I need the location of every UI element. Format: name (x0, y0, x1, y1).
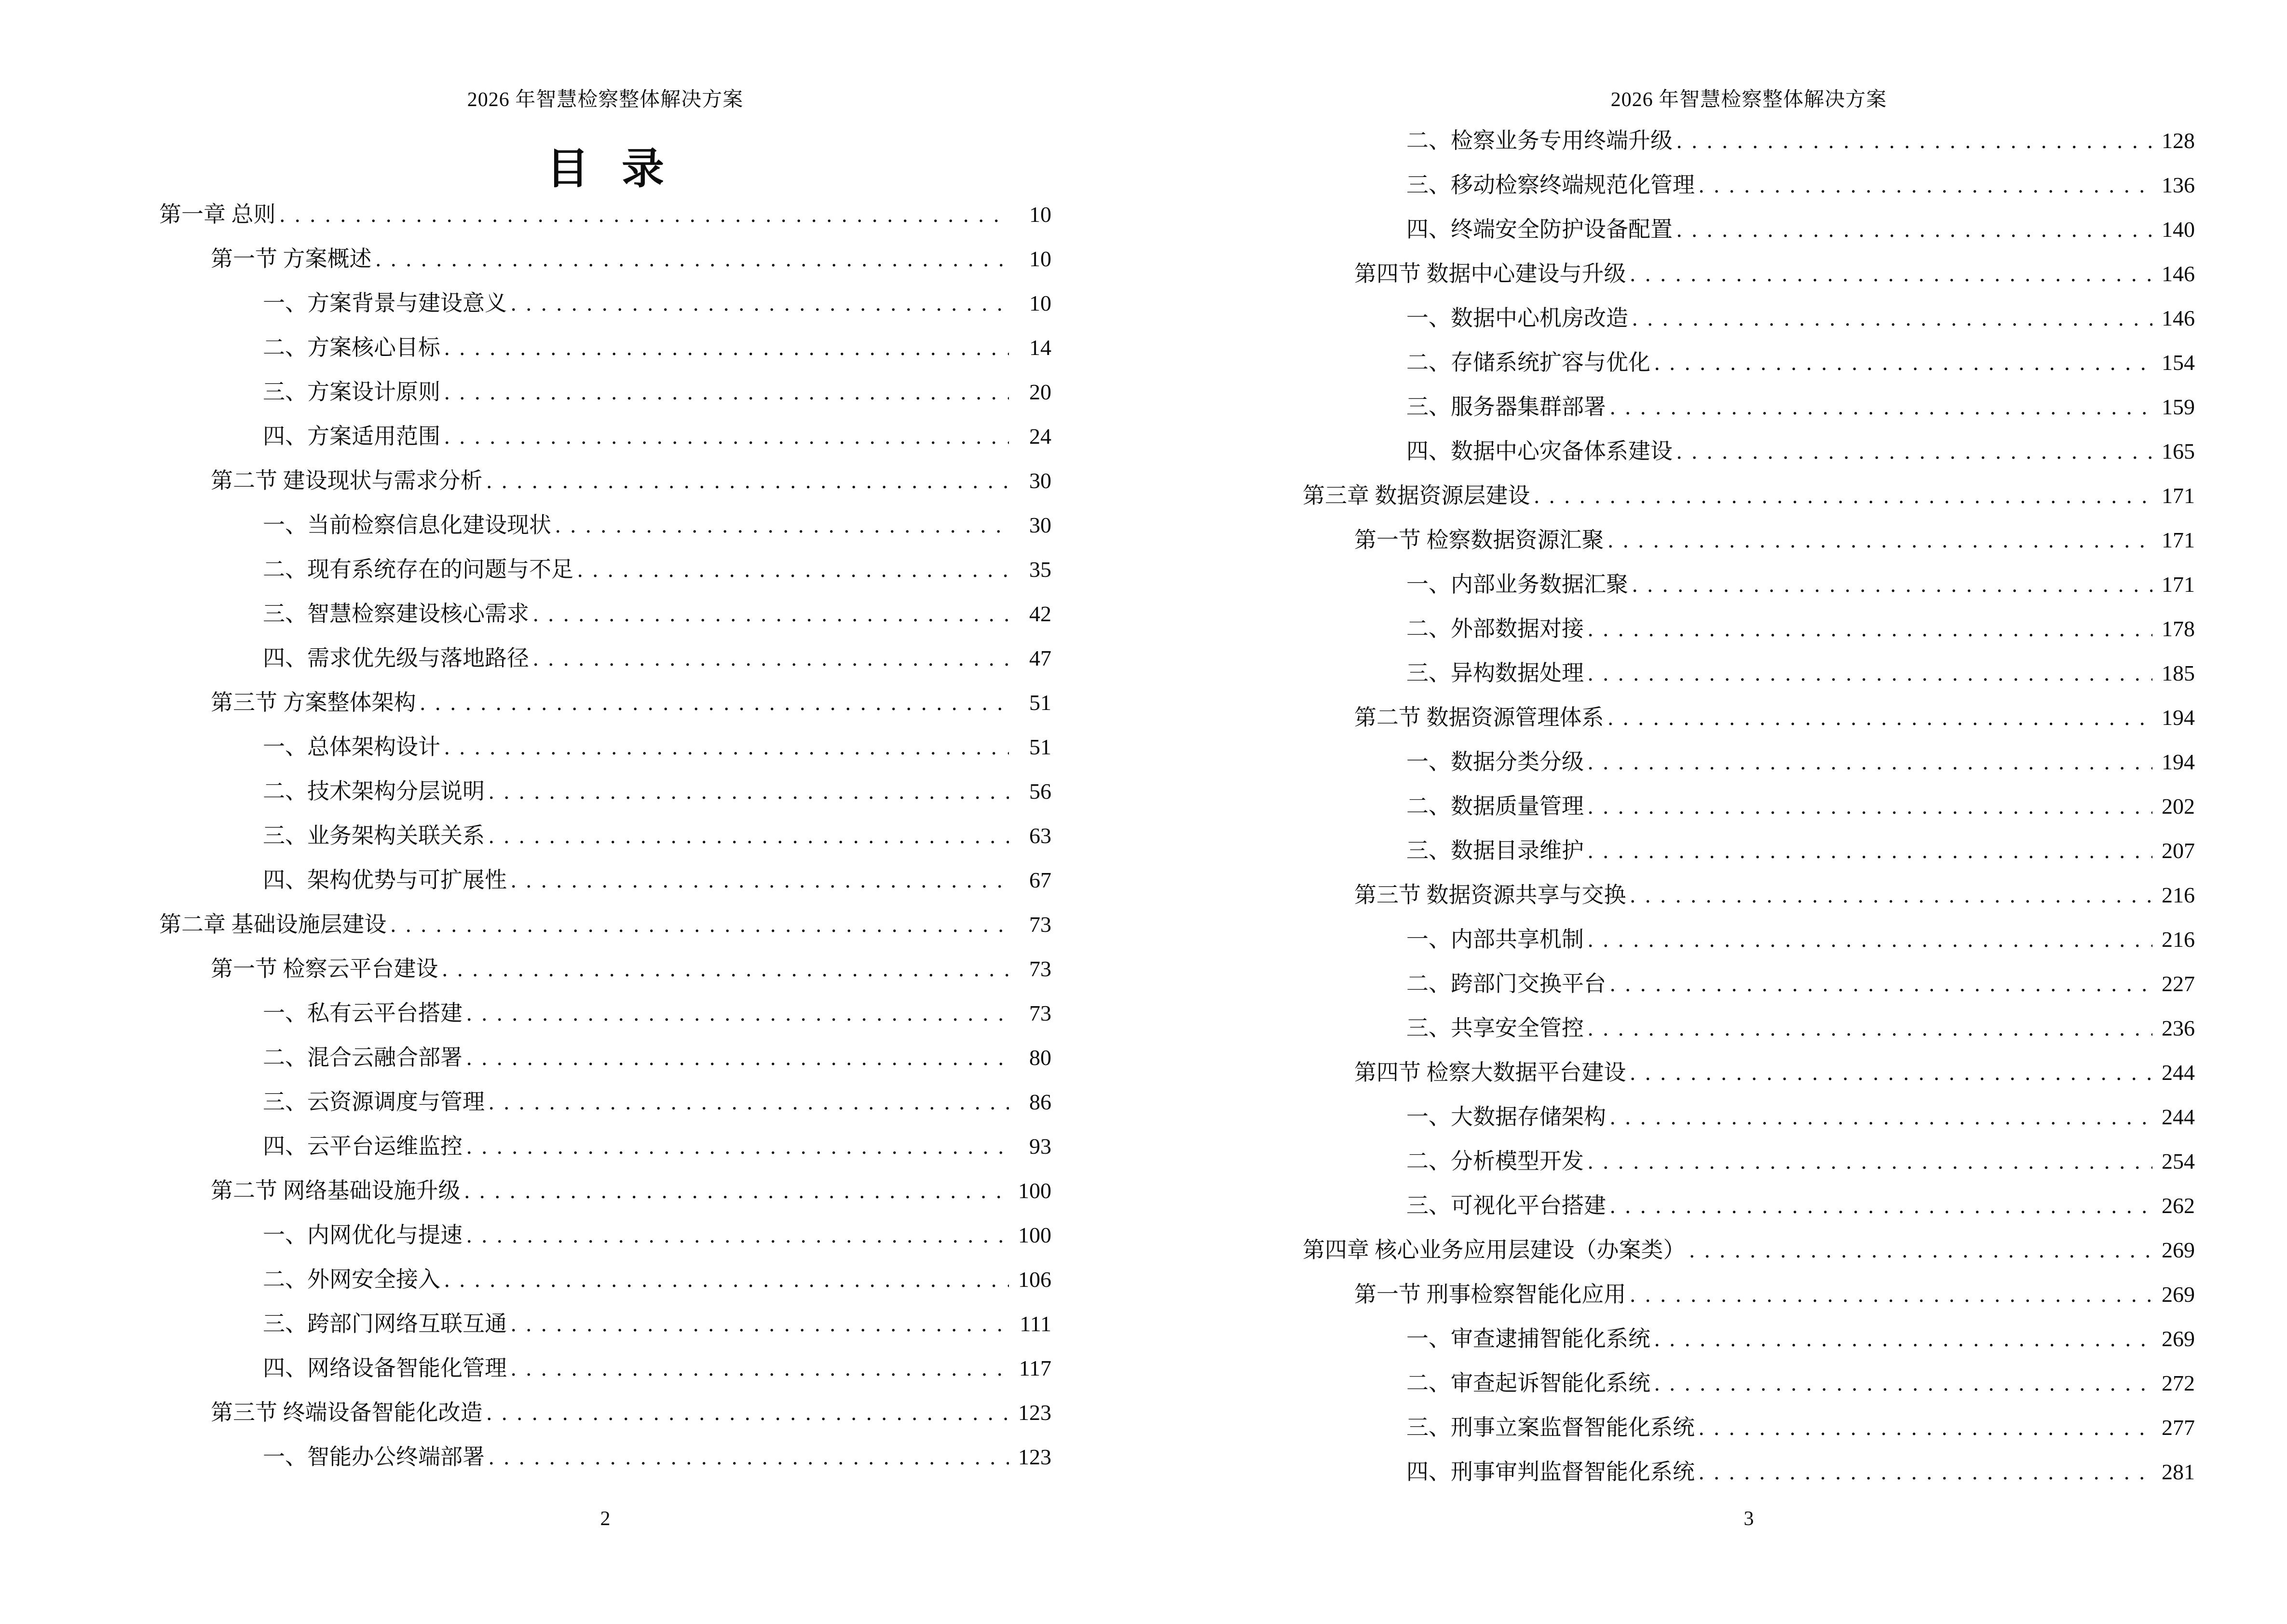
toc-entry-label: 三、智慧检察建设核心需求 (263, 601, 529, 626)
toc-leader-dots (1588, 751, 2152, 774)
toc-entry-page-number: 24 (1029, 424, 1051, 449)
toc-entry-page-number: 262 (2162, 1193, 2195, 1218)
toc-leader-dots (1632, 573, 2152, 596)
toc-entry-page-number: 165 (2162, 439, 2195, 464)
toc-entry-page-number: 281 (2162, 1460, 2195, 1484)
toc-entry-label: 一、审查逮捕智能化系统 (1406, 1326, 1650, 1351)
toc-entry-label: 二、存储系统扩容与优化 (1406, 350, 1650, 375)
toc-leader-dots (511, 1357, 1009, 1380)
toc-entry-label: 第三节 终端设备智能化改造 (211, 1400, 483, 1425)
toc-entry-page-number: 128 (2162, 128, 2195, 153)
toc-leader-dots (444, 381, 1009, 404)
toc-entry[interactable] (1303, 1217, 2195, 1262)
toc-entry-page-number: 185 (2162, 661, 2195, 685)
toc-entry-label: 第二节 建设现状与需求分析 (211, 468, 483, 493)
toc-entry[interactable] (1303, 419, 2195, 463)
toc-entry[interactable] (1303, 862, 2195, 907)
toc-entry-label: 第三节 方案整体架构 (211, 690, 416, 715)
toc-entry-label: 四、云平台运维监控 (263, 1134, 463, 1159)
toc-entry[interactable] (1303, 907, 2195, 951)
toc-entry-label: 第二节 数据资源管理体系 (1354, 705, 1604, 730)
toc-entry-page-number: 123 (1018, 1400, 1051, 1425)
toc-entry[interactable] (159, 803, 1051, 847)
toc-entry[interactable] (159, 981, 1051, 1025)
toc-entry-page-number: 10 (1029, 246, 1051, 271)
toc-entry-page-number: 73 (1029, 956, 1051, 981)
toc-leader-dots (1610, 396, 2152, 419)
toc-entry[interactable] (1303, 818, 2195, 862)
toc-leader-dots (1588, 617, 2152, 641)
toc-entry-label: 一、方案背景与建设意义 (263, 291, 507, 315)
toc-entry-label: 第四节 检察大数据平台建设 (1354, 1060, 1626, 1085)
running-header: 2026 年智慧检察整体解决方案 (1610, 89, 1887, 111)
toc-leader-dots (1654, 1327, 2152, 1351)
toc-entry[interactable] (159, 448, 1051, 492)
toc-entry[interactable] (159, 1424, 1051, 1469)
toc-leader-dots (391, 913, 1009, 936)
toc-entry[interactable] (1303, 685, 2195, 729)
toc-entry-page-number: 35 (1029, 557, 1051, 582)
toc-entry[interactable] (159, 892, 1051, 936)
toc-leader-dots (466, 1135, 1009, 1158)
toc-leader-dots (1676, 218, 2152, 241)
toc-entry-page-number: 56 (1029, 779, 1051, 804)
toc-entry[interactable] (1303, 596, 2195, 641)
toc-entry-label: 四、数据中心灾备体系建设 (1406, 439, 1673, 464)
toc-entry-label: 二、现有系统存在的问题与不足 (263, 557, 573, 582)
toc-entry-page-number: 194 (2162, 705, 2195, 730)
toc-entry[interactable] (159, 1202, 1051, 1247)
toc-leader-dots (280, 203, 1009, 226)
toc-entry-label: 第三章 数据资源层建设 (1303, 483, 1530, 508)
toc-entry-label: 第三节 数据资源共享与交换 (1354, 883, 1626, 907)
toc-entry[interactable] (159, 1114, 1051, 1158)
toc-entry-label: 四、网络设备智能化管理 (263, 1356, 507, 1380)
toc-entry-page-number: 171 (2162, 572, 2195, 597)
toc-entry-page-number: 67 (1029, 868, 1051, 892)
toc-entry-label: 三、方案设计原则 (263, 380, 440, 404)
running-header: 2026 年智慧检察整体解决方案 (467, 89, 744, 111)
toc-entry[interactable] (159, 315, 1051, 359)
toc-entry-label: 第一章 总则 (159, 202, 276, 227)
toc-entry[interactable] (1303, 152, 2195, 197)
toc-entry[interactable] (1303, 507, 2195, 552)
toc-entry[interactable] (159, 359, 1051, 404)
toc-entry-page-number: 178 (2162, 616, 2195, 641)
toc-leader-dots (444, 1268, 1009, 1291)
toc-leader-dots (1588, 928, 2152, 951)
toc-entry[interactable] (1303, 374, 2195, 419)
toc-entry-label: 一、私有云平台搭建 (263, 1001, 463, 1025)
toc-entry[interactable] (1303, 951, 2195, 996)
toc-entry-label: 二、外网安全接入 (263, 1267, 440, 1292)
toc-entry[interactable] (1303, 1306, 2195, 1351)
toc-leader-dots (555, 514, 1009, 537)
toc-entry[interactable] (1303, 241, 2195, 286)
toc-entry-page-number: 136 (2162, 173, 2195, 197)
toc-leader-dots (1689, 1239, 2153, 1262)
toc-entry[interactable] (159, 759, 1051, 803)
toc-entry[interactable] (1303, 1084, 2195, 1129)
toc-entry-label: 第二节 网络基础设施升级 (211, 1178, 461, 1203)
toc-entry-label: 二、方案核心目标 (263, 335, 440, 360)
toc-entry[interactable] (159, 1336, 1051, 1380)
toc-entry[interactable] (159, 1291, 1051, 1336)
toc-leader-dots (533, 647, 1009, 670)
toc-entry[interactable] (159, 626, 1051, 670)
toc-leader-dots (1699, 1416, 2152, 1439)
toc-entry-page-number: 154 (2162, 350, 2195, 375)
toc-entry[interactable] (159, 1247, 1051, 1291)
toc-entry-page-number: 47 (1029, 646, 1051, 670)
toc-entry[interactable] (159, 226, 1051, 271)
toc-entry-page-number: 254 (2162, 1149, 2195, 1174)
toc-entry-label: 一、内网优化与提速 (263, 1223, 463, 1247)
toc-entry-page-number: 146 (2162, 306, 2195, 330)
toc-entry-page-number: 146 (2162, 261, 2195, 286)
toc-entry-label: 第一节 检察云平台建设 (211, 956, 438, 981)
toc-list-left (159, 182, 1051, 1469)
toc-entry[interactable] (159, 936, 1051, 981)
toc-leader-dots (466, 1046, 1009, 1069)
toc-entry[interactable] (159, 271, 1051, 315)
toc-entry-page-number: 106 (1018, 1267, 1051, 1292)
toc-entry[interactable] (159, 670, 1051, 714)
toc-entry-page-number: 30 (1029, 468, 1051, 493)
toc-entry-page-number: 269 (2162, 1326, 2195, 1351)
toc-entry-label: 三、移动检察终端规范化管理 (1406, 173, 1695, 197)
toc-entry-label: 一、数据中心机房改造 (1406, 306, 1628, 330)
toc-leader-dots (1588, 795, 2152, 818)
toc-entry[interactable] (159, 537, 1051, 581)
toc-entry-label: 一、总体架构设计 (263, 735, 440, 759)
toc-leader-dots (511, 869, 1009, 892)
toc-entry-label: 三、服务器集群部署 (1406, 395, 1606, 419)
toc-entry-label: 二、检察业务专用终端升级 (1406, 128, 1673, 153)
toc-leader-dots (1630, 884, 2153, 907)
toc-entry[interactable] (159, 847, 1051, 892)
toc-leader-dots (444, 336, 1009, 359)
toc-entry[interactable] (1303, 330, 2195, 374)
toc-leader-dots (464, 1179, 1009, 1202)
toc-entry[interactable] (1303, 1351, 2195, 1395)
toc-entry-label: 第四章 核心业务应用层建设（办案类） (1303, 1238, 1686, 1262)
toc-leader-dots (1676, 129, 2152, 152)
toc-leader-dots (1630, 1283, 2153, 1306)
toc-entry-page-number: 216 (2162, 927, 2195, 952)
toc-leader-dots (1630, 262, 2153, 286)
toc-entry-page-number: 269 (2162, 1282, 2195, 1307)
toc-entry-page-number: 236 (2162, 1016, 2195, 1040)
toc-entry-page-number: 30 (1029, 513, 1051, 537)
toc-entry-label: 二、外部数据对接 (1406, 616, 1584, 641)
toc-entry-label: 三、异构数据处理 (1406, 661, 1584, 685)
toc-entry-label: 二、审查起诉智能化系统 (1406, 1371, 1650, 1395)
toc-entry-label: 四、架构优势与可扩展性 (263, 868, 507, 892)
toc-entry-label: 三、刑事立案监督智能化系统 (1406, 1415, 1695, 1440)
toc-entry-label: 一、数据分类分级 (1406, 750, 1584, 774)
toc-leader-dots (1676, 440, 2152, 463)
toc-entry-page-number: 100 (1018, 1223, 1051, 1247)
toc-entry-page-number: 20 (1029, 380, 1051, 404)
toc-leader-dots (466, 1002, 1009, 1025)
toc-entry-page-number: 86 (1029, 1090, 1051, 1114)
toc-entry-page-number: 93 (1029, 1134, 1051, 1159)
toc-leader-dots (1588, 839, 2152, 862)
toc-entry-page-number: 244 (2162, 1105, 2195, 1129)
toc-entry[interactable] (1303, 729, 2195, 774)
toc-leader-dots (1588, 1150, 2152, 1173)
toc-entry-label: 四、终端安全防护设备配置 (1406, 217, 1673, 242)
toc-leader-dots (511, 1312, 1009, 1336)
toc-leader-dots (1534, 484, 2153, 507)
toc-entry-label: 二、跨部门交换平台 (1406, 971, 1606, 996)
toc-entry-page-number: 80 (1029, 1045, 1051, 1070)
toc-leader-dots (489, 780, 1009, 803)
toc-entry[interactable] (1303, 1262, 2195, 1306)
toc-entry[interactable] (1303, 552, 2195, 596)
toc-entry-page-number: 272 (2162, 1371, 2195, 1395)
toc-entry-label: 四、刑事审判监督智能化系统 (1406, 1460, 1695, 1484)
toc-entry-page-number: 63 (1029, 823, 1051, 848)
toc-entry-label: 一、大数据存储架构 (1406, 1105, 1606, 1129)
toc-leader-dots (487, 469, 1009, 492)
toc-leader-dots (376, 247, 1009, 271)
toc-leader-dots (489, 824, 1009, 847)
toc-entry-label: 二、数据质量管理 (1406, 794, 1584, 819)
toc-entry-label: 一、内部业务数据汇聚 (1406, 572, 1628, 597)
toc-entry-label: 三、共享安全管控 (1406, 1016, 1584, 1040)
toc-leader-dots (577, 558, 1009, 581)
toc-leader-dots (1588, 1017, 2152, 1040)
toc-entry[interactable] (1303, 1040, 2195, 1084)
toc-leader-dots (442, 957, 1009, 981)
toc-entry-label: 一、当前检察信息化建设现状 (263, 513, 551, 537)
toc-entry-page-number: 269 (2162, 1238, 2195, 1262)
toc-entry[interactable] (159, 182, 1051, 226)
toc-entry[interactable] (1303, 1129, 2195, 1173)
toc-entry-page-number: 171 (2162, 528, 2195, 552)
toc-leader-dots (489, 1446, 1009, 1469)
toc-entry[interactable] (159, 1025, 1051, 1069)
toc-entry-label: 三、可视化平台搭建 (1406, 1193, 1606, 1218)
toc-entry[interactable] (1303, 1439, 2195, 1484)
toc-entry[interactable] (1303, 197, 2195, 241)
toc-entry-label: 四、方案适用范围 (263, 424, 440, 449)
toc-entry-label: 二、技术架构分层说明 (263, 779, 485, 804)
toc-leader-dots (487, 1401, 1009, 1424)
toc-entry-page-number: 51 (1029, 735, 1051, 759)
toc-entry-page-number: 159 (2162, 395, 2195, 419)
toc-leader-dots (1630, 1061, 2153, 1084)
toc-leader-dots (420, 691, 1009, 714)
toc-entry[interactable] (159, 1380, 1051, 1424)
toc-leader-dots (1654, 351, 2152, 374)
toc-leader-dots (466, 1224, 1009, 1247)
toc-entry-page-number: 14 (1029, 335, 1051, 360)
page-number-footer: 2 (600, 1508, 611, 1530)
toc-leader-dots (1610, 1105, 2152, 1129)
toc-entry-page-number: 207 (2162, 838, 2195, 863)
toc-entry-page-number: 140 (2162, 217, 2195, 242)
toc-entry[interactable] (1303, 774, 2195, 818)
toc-leader-dots (511, 292, 1009, 315)
toc-entry-page-number: 123 (1018, 1445, 1051, 1469)
toc-leader-dots (444, 425, 1009, 448)
toc-leader-dots (1608, 706, 2153, 729)
toc-leader-dots (1588, 662, 2152, 685)
toc-leader-dots (1632, 307, 2152, 330)
toc-entry[interactable] (1303, 996, 2195, 1040)
toc-entry[interactable] (1303, 463, 2195, 507)
toc-entry[interactable] (159, 404, 1051, 448)
toc-entry-page-number: 227 (2162, 971, 2195, 996)
toc-leader-dots (1654, 1372, 2152, 1395)
toc-entry-label: 第一节 检察数据资源汇聚 (1354, 528, 1604, 552)
toc-entry-label: 二、分析模型开发 (1406, 1149, 1584, 1174)
toc-leader-dots (444, 736, 1009, 759)
toc-entry-page-number: 216 (2162, 883, 2195, 907)
toc-entry-page-number: 244 (2162, 1060, 2195, 1085)
toc-entry-label: 三、云资源调度与管理 (263, 1090, 485, 1114)
toc-entry-label: 一、内部共享机制 (1406, 927, 1584, 952)
toc-entry[interactable] (1303, 1173, 2195, 1217)
toc-entry[interactable] (1303, 1395, 2195, 1439)
toc-leader-dots (1699, 1460, 2152, 1484)
toc-entry-label: 一、智能办公终端部署 (263, 1445, 485, 1469)
toc-entry-page-number: 117 (1019, 1356, 1051, 1380)
toc-entry[interactable] (159, 581, 1051, 626)
toc-leader-dots (1610, 972, 2152, 996)
toc-entry[interactable] (159, 492, 1051, 537)
toc-page-right (1144, 0, 2287, 1624)
toc-entry[interactable] (159, 714, 1051, 759)
toc-entry-page-number: 73 (1029, 1001, 1051, 1025)
toc-entry[interactable] (1303, 286, 2195, 330)
toc-entry-page-number: 10 (1029, 291, 1051, 315)
toc-entry-label: 四、需求优先级与落地路径 (263, 646, 529, 670)
page-number-footer: 3 (1743, 1508, 1754, 1530)
toc-entry-label: 二、混合云融合部署 (263, 1045, 463, 1070)
toc-entry-page-number: 100 (1018, 1178, 1051, 1203)
toc-entry-label: 第四节 数据中心建设与升级 (1354, 261, 1626, 286)
toc-entry-label: 第一节 方案概述 (211, 246, 372, 271)
toc-leader-dots (1699, 174, 2152, 197)
toc-entry-page-number: 10 (1029, 202, 1051, 227)
toc-entry-label: 三、跨部门网络互联互通 (263, 1311, 507, 1336)
toc-entry-page-number: 194 (2162, 750, 2195, 774)
toc-entry-page-number: 111 (1020, 1311, 1051, 1336)
toc-entry-page-number: 171 (2162, 483, 2195, 508)
toc-list-right (1303, 108, 2195, 1484)
toc-entry[interactable] (159, 1069, 1051, 1114)
toc-entry-page-number: 202 (2162, 794, 2195, 819)
toc-title: 目 录 (546, 146, 664, 193)
toc-leader-dots (489, 1091, 1009, 1114)
toc-leader-dots (533, 602, 1009, 626)
toc-leader-dots (1610, 1194, 2152, 1217)
toc-entry[interactable] (159, 1158, 1051, 1202)
toc-entry[interactable] (1303, 108, 2195, 152)
toc-entry-page-number: 42 (1029, 601, 1051, 626)
toc-entry-page-number: 73 (1029, 912, 1051, 937)
toc-entry-label: 第二章 基础设施层建设 (159, 912, 387, 937)
toc-entry[interactable] (1303, 641, 2195, 685)
toc-entry-label: 三、数据目录维护 (1406, 838, 1584, 863)
toc-entry-page-number: 277 (2162, 1415, 2195, 1440)
toc-entry-label: 三、业务架构关联关系 (263, 823, 485, 848)
toc-leader-dots (1608, 529, 2153, 552)
toc-entry-label: 第一节 刑事检察智能化应用 (1354, 1282, 1626, 1307)
toc-entry-page-number: 51 (1029, 690, 1051, 715)
